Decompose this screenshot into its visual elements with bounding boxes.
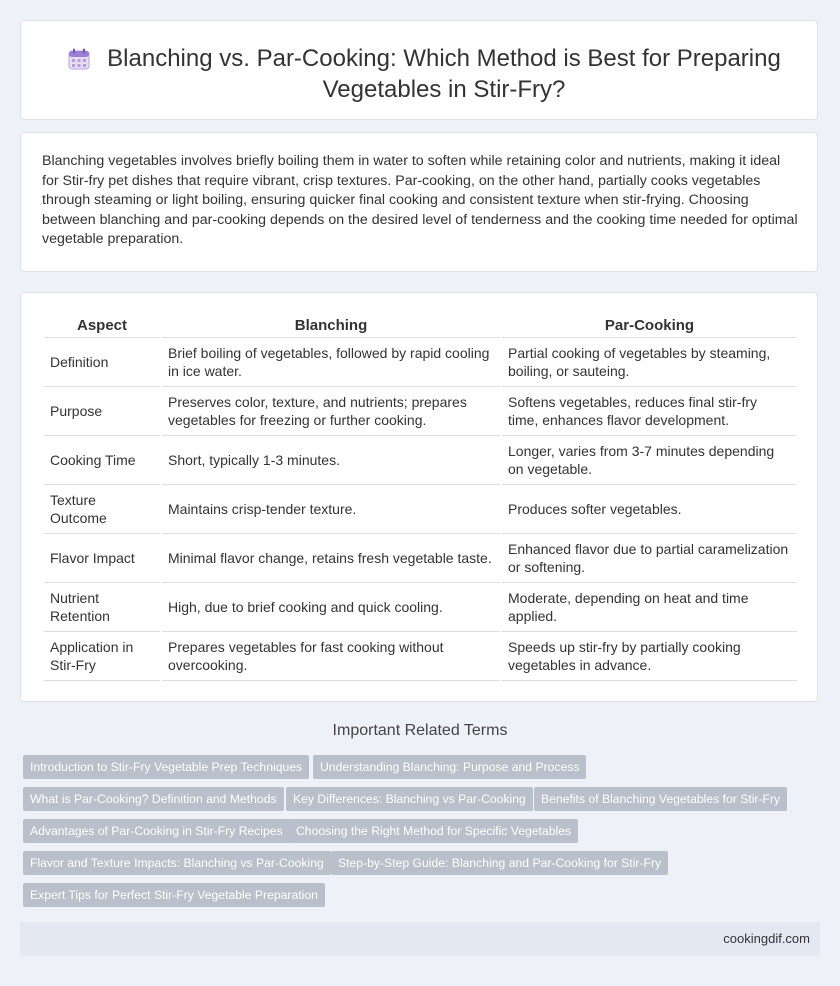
table-row — [44, 534, 797, 583]
cell-par-cooking: Produces softer vegetables. — [502, 485, 797, 534]
footer-site-link[interactable]: cookingdif.com — [723, 931, 810, 946]
comparison-table-card — [20, 292, 818, 702]
related-term-tag[interactable]: Key Differences: Blanching vs Par-Cooking — [286, 787, 533, 811]
cell-blanching: Prepares vegetables for fast cooking without overcooking. — [162, 632, 500, 681]
related-term-tag[interactable]: What is Par-Cooking? Definition and Methods — [23, 787, 284, 811]
related-terms-title: Important Related Terms — [332, 722, 508, 739]
header-aspect: Aspect — [44, 313, 160, 338]
cell-blanching: Minimal flavor change, retains fresh vegetable taste. — [162, 534, 500, 583]
related-term-tag[interactable]: Flavor and Texture Impacts: Blanching vs Par-Cooking — [23, 851, 331, 875]
intro-card — [20, 132, 818, 272]
table-row — [44, 387, 797, 436]
related-term-tag[interactable]: Expert Tips for Perfect Stir-Fry Vegetable Preparation — [23, 883, 325, 907]
header-card — [20, 20, 818, 120]
cell-aspect: Application in Stir-Fry — [44, 632, 160, 681]
intro-paragraph: Blanching vegetables involves briefly boiling them in water to soften while retaining color and nutrients, making it ideal for Stir-fry pet dishes that require vibrant, crisp textures. Par-cooking, on the other hand, partially cooks vegetables through steaming or light boiling, ensuring quicker final cooking and consistent texture when stir-frying. Choosing between blanching and par-cooking depends on the desired level of tenderness and the cooking time needed for optimal vegetable preparation. — [42, 153, 798, 247]
cell-blanching: High, due to brief cooking and quick cooling. — [162, 583, 500, 632]
table-row — [44, 338, 797, 387]
cell-blanching: Maintains crisp-tender texture. — [162, 485, 500, 534]
cell-par-cooking: Longer, varies from 3-7 minutes depending on vegetable. — [502, 436, 797, 485]
table-row — [44, 485, 797, 534]
related-term-tag[interactable]: Understanding Blanching: Purpose and Process — [313, 755, 586, 779]
cell-aspect: Flavor Impact — [44, 534, 160, 583]
cell-par-cooking: Speeds up stir-fry by partially cooking vegetables in advance. — [502, 632, 797, 681]
header-par-cooking: Par-Cooking — [502, 313, 797, 338]
table-row — [44, 583, 797, 632]
cell-par-cooking: Partial cooking of vegetables by steaming, boiling, or sauteing. — [502, 338, 797, 387]
page-title: Blanching vs. Par-Cooking: Which Method is Best for Preparing Vegetables in Stir-Fry? — [107, 45, 781, 103]
cell-aspect: Purpose — [44, 387, 160, 436]
cell-aspect: Cooking Time — [44, 436, 160, 485]
related-term-tag[interactable]: Advantages of Par-Cooking in Stir-Fry Recipes — [23, 819, 290, 843]
related-term-tag[interactable]: Step-by-Step Guide: Blanching and Par-Cooking for Stir-Fry — [331, 851, 668, 875]
cell-blanching: Short, typically 1-3 minutes. — [162, 436, 500, 485]
footer — [20, 922, 820, 956]
related-term-tag[interactable]: Benefits of Blanching Vegetables for Stir-Fry — [534, 787, 787, 811]
table-row — [44, 436, 797, 485]
table-header-row — [44, 313, 797, 338]
cell-aspect: Definition — [44, 338, 160, 387]
comparison-table — [42, 313, 799, 681]
header-blanching: Blanching — [162, 313, 500, 338]
cell-aspect: Nutrient Retention — [44, 583, 160, 632]
related-term-tag[interactable]: Choosing the Right Method for Specific Vegetables — [289, 819, 578, 843]
cell-blanching: Brief boiling of vegetables, followed by rapid cooling in ice water. — [162, 338, 500, 387]
cell-aspect: Texture Outcome — [44, 485, 160, 534]
related-term-tag[interactable]: Introduction to Stir-Fry Vegetable Prep Techniques — [23, 755, 309, 779]
cell-par-cooking: Softens vegetables, reduces final stir-fry time, enhances flavor development. — [502, 387, 797, 436]
cell-par-cooking: Enhanced flavor due to partial caramelization or softening. — [502, 534, 797, 583]
cell-par-cooking: Moderate, depending on heat and time applied. — [502, 583, 797, 632]
table-row — [44, 632, 797, 681]
cell-blanching: Preserves color, texture, and nutrients; prepares vegetables for freezing or further cooking. — [162, 387, 500, 436]
